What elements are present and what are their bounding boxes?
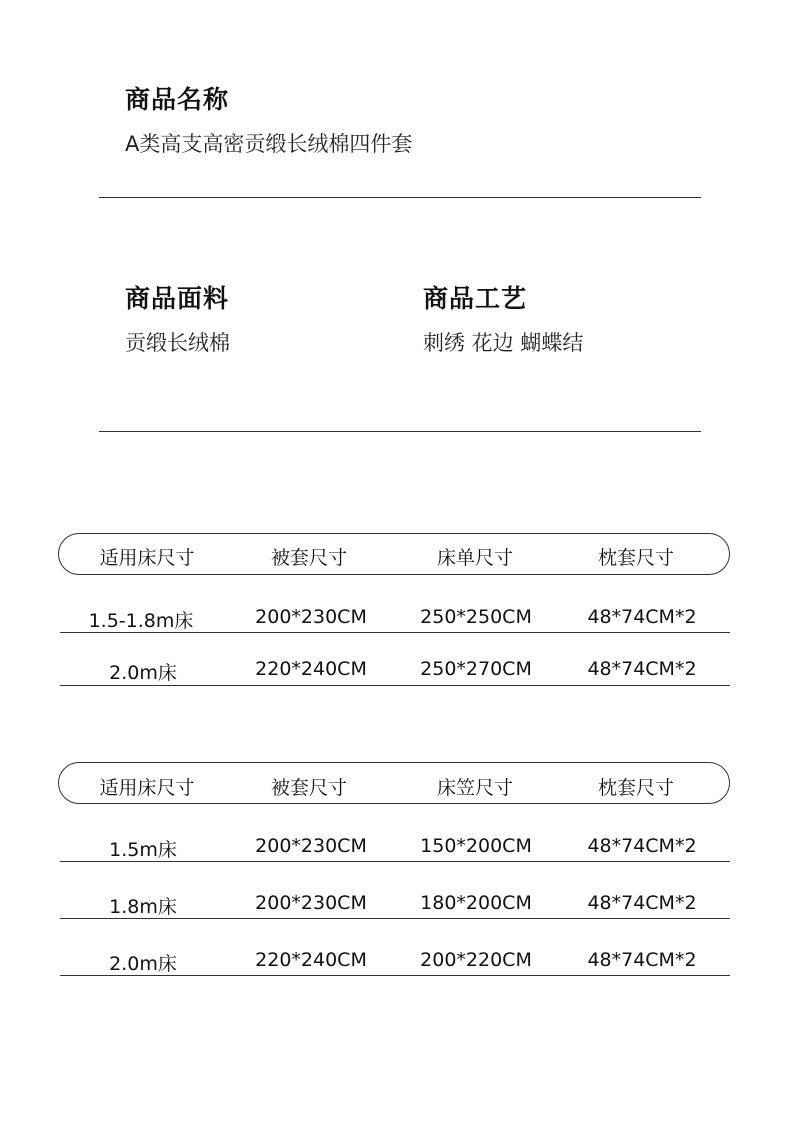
- table-cell: 200*230CM: [255, 835, 367, 857]
- product-name-value: A类高支高密贡缎长绒棉四件套: [125, 132, 413, 156]
- table-cell: 48*74CM*2: [587, 949, 697, 971]
- fabric-title: 商品面料: [125, 284, 230, 313]
- row-divider: [60, 632, 730, 633]
- table-cell: 180*200CM: [420, 892, 532, 914]
- table-cell: 1.8m床: [109, 896, 177, 918]
- divider: [99, 431, 701, 432]
- table-cell: 1.5-1.8m床: [88, 610, 194, 632]
- row-divider: [60, 861, 730, 862]
- table-cell: 250*250CM: [420, 606, 532, 628]
- header-cell: 被套尺寸: [270, 547, 347, 569]
- header-cell: 枕套尺寸: [597, 547, 674, 569]
- divider: [99, 197, 701, 198]
- craft-value: 刺绣 花边 蝴蝶结: [423, 331, 584, 355]
- row-divider: [60, 975, 730, 976]
- header-cell: 适用床尺寸: [99, 777, 195, 799]
- table-cell: 200*230CM: [255, 892, 367, 914]
- table-cell: 1.5m床: [109, 839, 177, 861]
- craft-title: 商品工艺: [423, 284, 528, 313]
- table-cell: 48*74CM*2: [587, 658, 697, 680]
- table-cell: 150*200CM: [420, 835, 532, 857]
- table-cell: 48*74CM*2: [587, 892, 697, 914]
- fabric-value: 贡缎长绒棉: [125, 331, 230, 355]
- header-cell: 枕套尺寸: [597, 777, 674, 799]
- table-cell: 220*240CM: [255, 658, 367, 680]
- table-cell: 2.0m床: [109, 953, 177, 975]
- header-cell: 适用床尺寸: [99, 547, 195, 569]
- header-cell: 床笠尺寸: [436, 777, 513, 799]
- table-cell: 2.0m床: [109, 662, 177, 684]
- header-cell: 床单尺寸: [436, 547, 513, 569]
- product-name-title: 商品名称: [125, 85, 230, 114]
- table-cell: 48*74CM*2: [587, 835, 697, 857]
- row-divider: [60, 685, 730, 686]
- row-divider: [60, 918, 730, 919]
- table-cell: 200*230CM: [255, 606, 367, 628]
- table-cell: 48*74CM*2: [587, 606, 697, 628]
- table-cell: 250*270CM: [420, 658, 532, 680]
- table-cell: 220*240CM: [255, 949, 367, 971]
- header-cell: 被套尺寸: [270, 777, 347, 799]
- table-cell: 200*220CM: [420, 949, 532, 971]
